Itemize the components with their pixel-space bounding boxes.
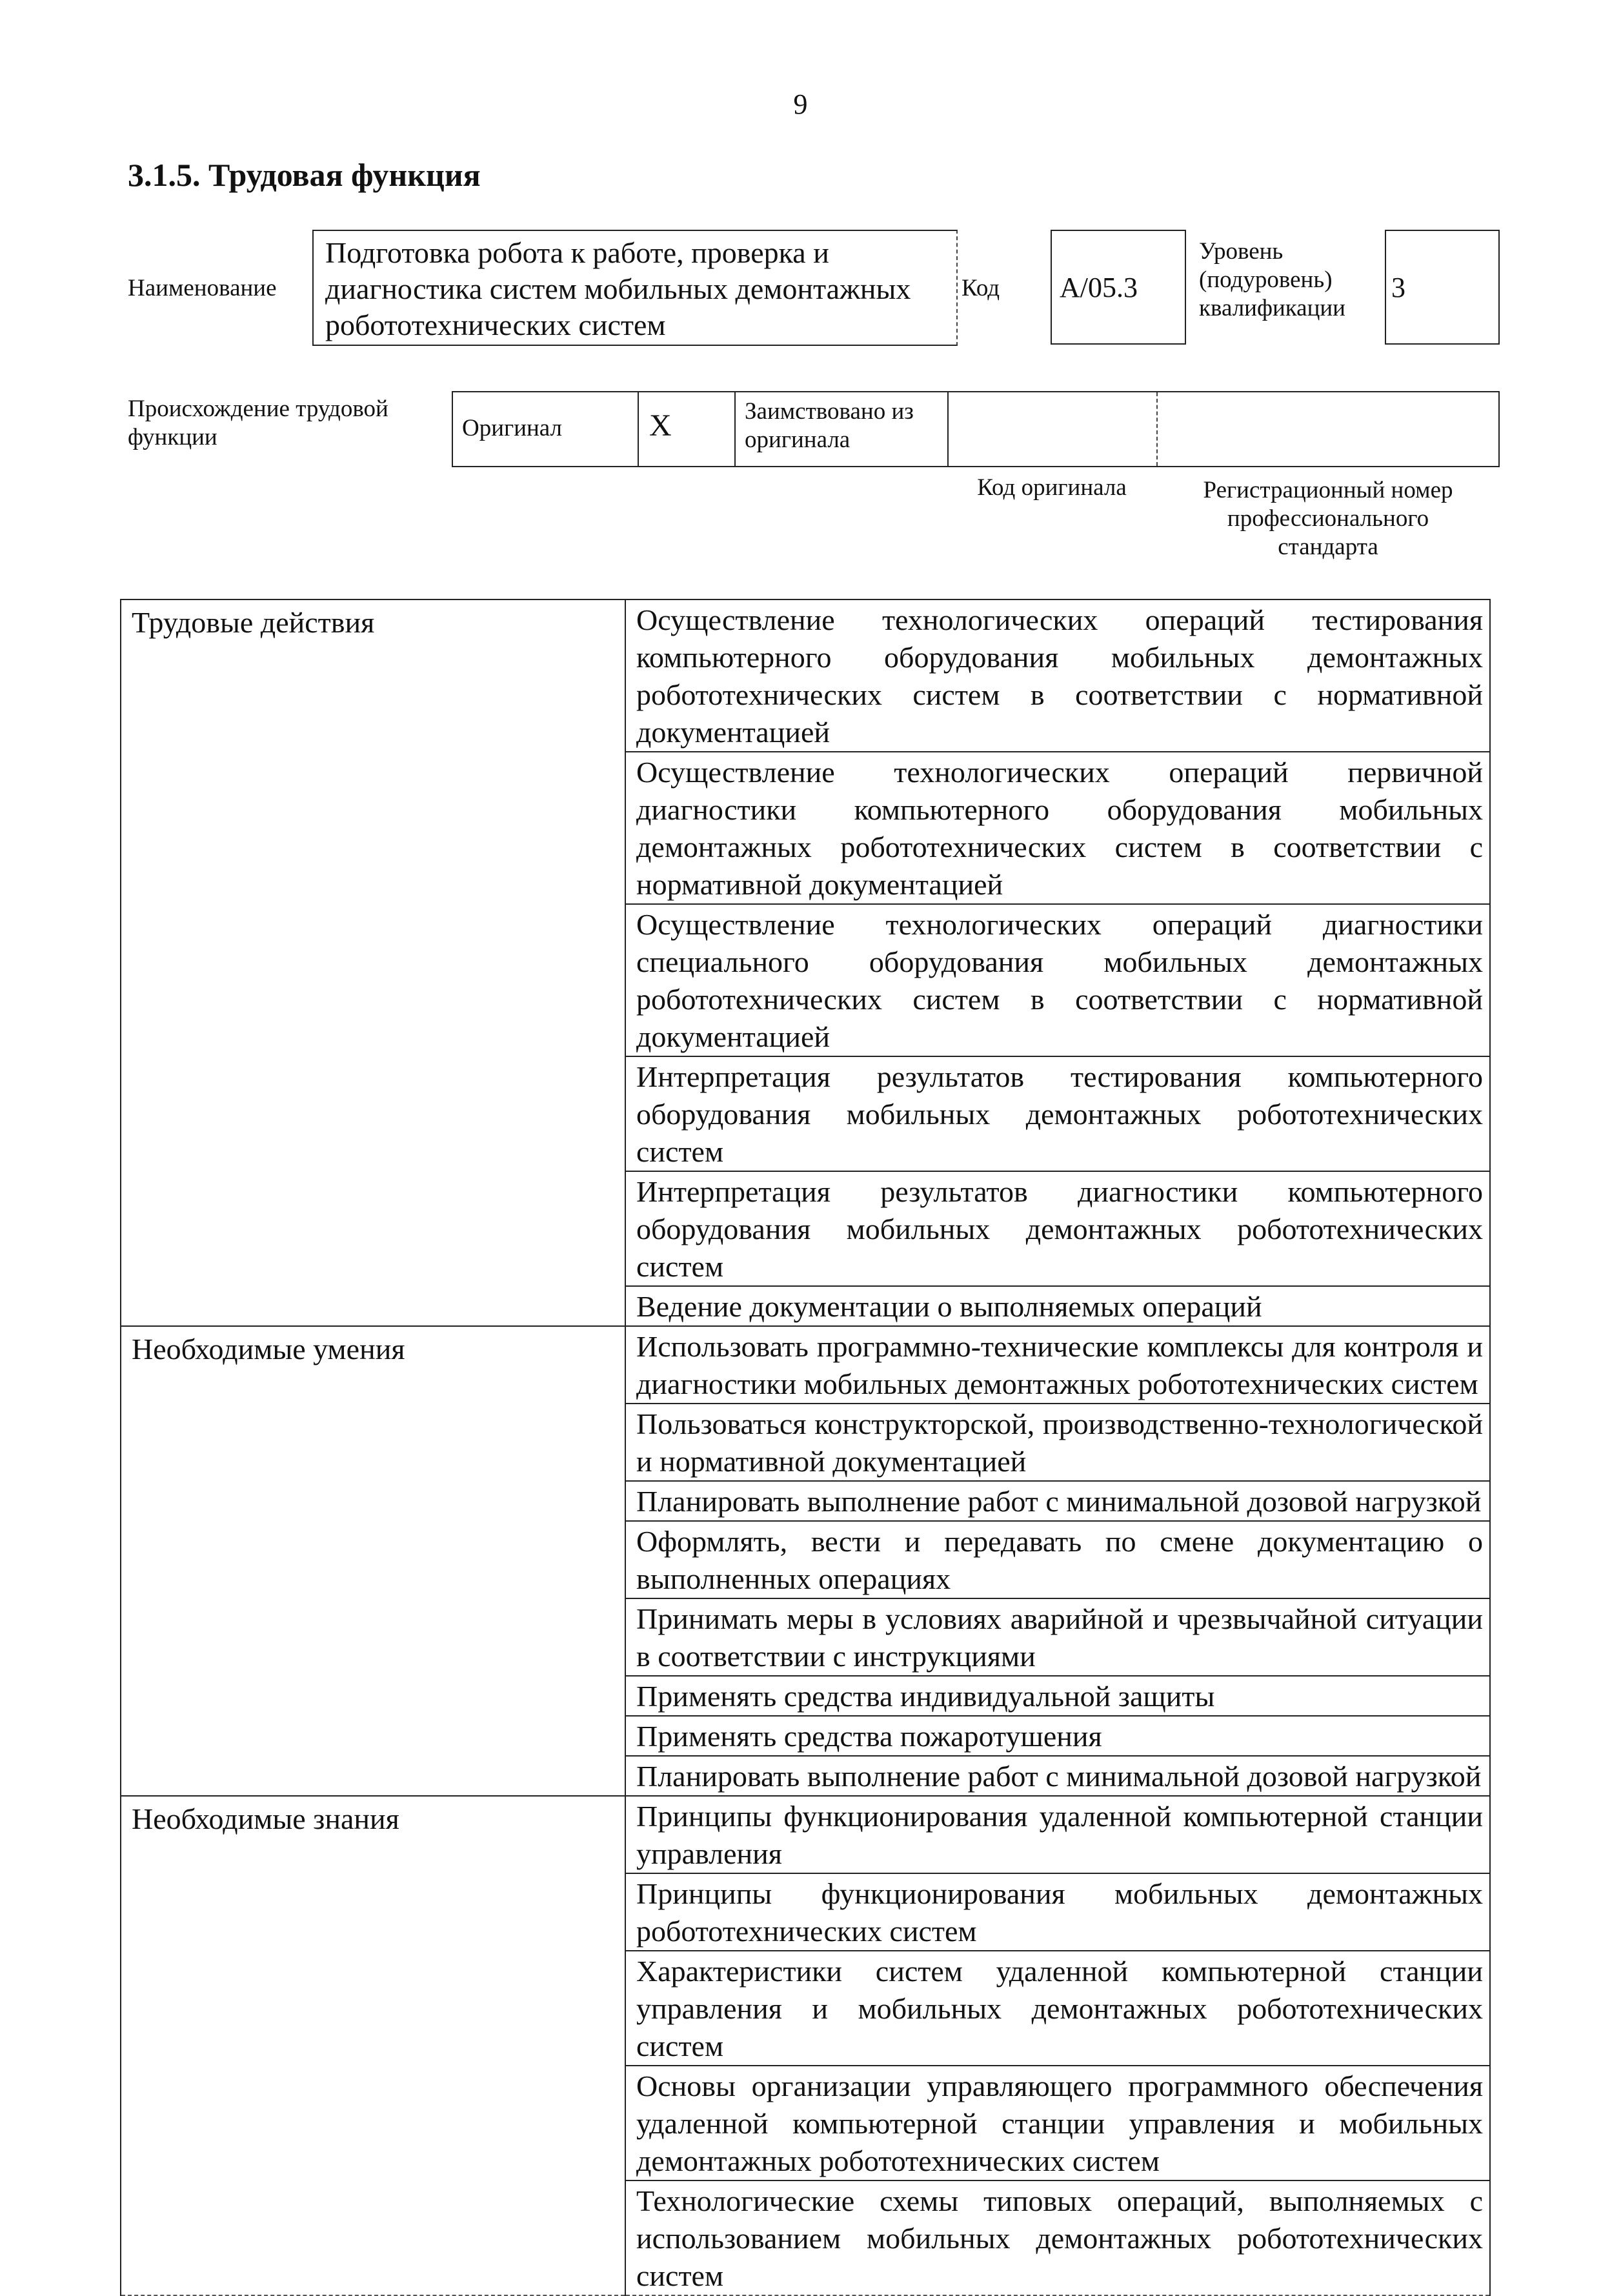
labor-action-item: Интерпретация результатов тестирования компьютерного оборудования мобильных демонтажных робототехнических систем bbox=[625, 1056, 1490, 1171]
borrowed-cell bbox=[736, 392, 949, 466]
original-mark: X bbox=[649, 408, 672, 443]
table-row bbox=[121, 599, 1490, 752]
origin-label bbox=[128, 395, 388, 452]
table-row bbox=[121, 1326, 1490, 1404]
original-cell bbox=[453, 392, 639, 466]
category-required-skills: Необходимые умения bbox=[121, 1326, 625, 1796]
knowledge-item: Принципы функционирования удаленной компьютерной станции управления bbox=[625, 1796, 1490, 1873]
name-label: Наименование bbox=[128, 275, 277, 301]
borrowed-label bbox=[745, 398, 942, 454]
skill-item: Принимать меры в условиях аварийной и чрезвычайной ситуации в соответствии с инструкциями bbox=[625, 1598, 1490, 1676]
skill-item: Применять средства индивидуальной защиты bbox=[625, 1676, 1490, 1716]
registration-caption bbox=[1156, 476, 1500, 561]
function-name-field: Подготовка робота к работе, проверка и диагностика систем мобильных демонтажных робототехнических систем bbox=[312, 230, 958, 346]
skill-item: Применять средства пожаротушения bbox=[625, 1716, 1490, 1756]
original-label: Оригинал bbox=[462, 415, 563, 441]
code-label: Код bbox=[962, 275, 1000, 301]
knowledge-item: Технологические схемы типовых операций, выполняемых с использованием мобильных демонтажных робототехнических систем bbox=[625, 2180, 1490, 2295]
code-field: A/05.3 bbox=[1051, 230, 1186, 345]
skill-item: Пользоваться конструкторской, производственно-технологической и нормативной документацией bbox=[625, 1404, 1490, 1481]
labor-action-item: Осуществление технологических операций диагностики специального оборудования мобильных демонтажных робототехнических систем в соответствии с нормативной документацией bbox=[625, 904, 1490, 1056]
registration-caption-line: профессионального bbox=[1227, 505, 1429, 532]
level-field: 3 bbox=[1385, 230, 1500, 345]
section-title: 3.1.5. Трудовая функция bbox=[128, 157, 481, 193]
skill-item: Планировать выполнение работ с минимальной дозовой нагрузкой bbox=[625, 1756, 1490, 1796]
level-label-line: квалификации bbox=[1199, 295, 1345, 321]
category-labor-actions: Трудовые действия bbox=[121, 599, 625, 1326]
level-label bbox=[1199, 237, 1345, 323]
registration-caption-line: Регистрационный номер bbox=[1203, 477, 1453, 503]
competency-table bbox=[120, 599, 1491, 2296]
page-number: 9 bbox=[793, 88, 808, 120]
category-required-knowledge: Необходимые знания bbox=[121, 1796, 625, 2295]
table-row bbox=[121, 1796, 1490, 1873]
origin-code-cell bbox=[949, 392, 1158, 466]
registration-number-cell bbox=[1158, 392, 1498, 466]
skill-item: Использовать программно-технические комплексы для контроля и диагностики мобильных демонтажных робототехнических систем bbox=[625, 1326, 1490, 1404]
borrowed-label-line: оригинала bbox=[745, 427, 851, 453]
registration-caption-line: стандарта bbox=[1278, 534, 1378, 560]
origin-label-line: Происхождение трудовой bbox=[128, 396, 388, 422]
origin-table bbox=[452, 391, 1500, 467]
borrowed-label-line: Заимствовано из bbox=[745, 398, 914, 425]
level-label-line: Уровень bbox=[1199, 238, 1284, 265]
labor-action-item: Интерпретация результатов диагностики компьютерного оборудования мобильных демонтажных робототехнических систем bbox=[625, 1171, 1490, 1286]
origin-code-caption: Код оригинала bbox=[977, 474, 1127, 501]
labor-action-item: Осуществление технологических операций первичной диагностики компьютерного оборудования мобильных демонтажных робототехнических систем в соответствии с нормативной документацией bbox=[625, 752, 1490, 904]
level-label-line: (подуровень) bbox=[1199, 267, 1333, 293]
original-mark-cell bbox=[639, 392, 736, 466]
skill-item: Планировать выполнение работ с минимальной дозовой нагрузкой bbox=[625, 1481, 1490, 1521]
skill-item: Оформлять, вести и передавать по смене документацию о выполненных операциях bbox=[625, 1521, 1490, 1598]
labor-action-item: Осуществление технологических операций тестирования компьютерного оборудования мобильных демонтажных робототехнических систем в соответствии с нормативной документацией bbox=[625, 599, 1490, 752]
labor-action-item: Ведение документации о выполняемых операций bbox=[625, 1286, 1490, 1326]
knowledge-item: Основы организации управляющего программного обеспечения удаленной компьютерной станции управления и мобильных демонтажных робототехнических систем bbox=[625, 2066, 1490, 2180]
knowledge-item: Характеристики систем удаленной компьютерной станции управления и мобильных демонтажных робототехнических систем bbox=[625, 1951, 1490, 2066]
knowledge-item: Принципы функционирования мобильных демонтажных робототехнических систем bbox=[625, 1873, 1490, 1951]
origin-label-line: функции bbox=[128, 424, 217, 450]
